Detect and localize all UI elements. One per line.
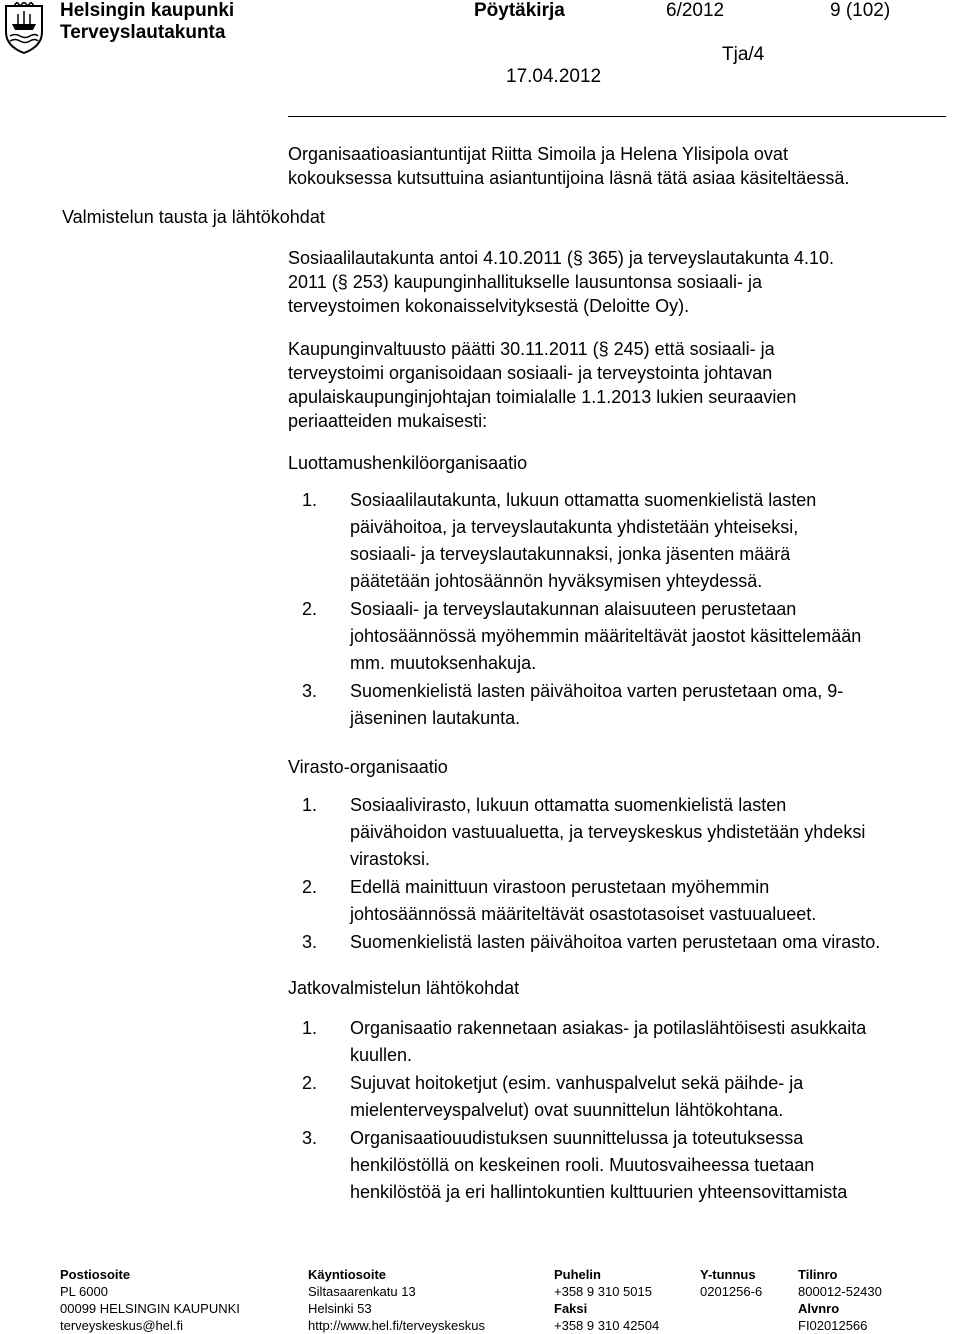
section-title-trustee-organization: Luottamushenkilöorganisaatio — [288, 453, 528, 473]
dept-name: Terveyslautakunta — [60, 22, 226, 43]
section-title-agency-organization: Virasto-organisaatio — [288, 757, 448, 777]
header-divider — [288, 116, 946, 117]
footer-account: Tilinro 800012-52430 Alvnro FI02012566 — [798, 1267, 882, 1333]
footer-business-id: Y-tunnus 0201256-6 — [700, 1267, 763, 1299]
page-number: 9 (102) — [830, 0, 891, 21]
org-name: Helsingin kaupunki — [60, 0, 235, 21]
paragraph-council-decision: Kaupunginvaltuusto päätti 30.11.2011 (§ 245) että sosiaali- ja terveystoimi organisoidaan sosiaali- ja terveystointa johtavan apulaiskaupunginjohtajan toimialalle 1.1.2013 lukien seuraavien periaatteiden mukaisesti: — [288, 339, 797, 431]
footer-phone: Puhelin +358 9 310 5015 Faksi +358 9 310 42504 — [554, 1267, 660, 1333]
intro-text: Organisaatioasiantuntijat Riitta Simoila ja Helena Ylisipola ovat kokouksessa kutsuttuina asiantuntijoina läsnä tätä asiaa käsiteltäessä. — [288, 144, 850, 188]
item-code: Tja/4 — [722, 44, 765, 65]
meeting-date: 17.04.2012 — [506, 66, 602, 87]
paragraph-statements: Sosiaalilautakunta antoi 4.10.2011 (§ 365) ja terveyslautakunta 4.10. 2011 (§ 253) kaupunginhallitukselle lausuntonsa sosiaali- ja terveystoimen kokonaisselvityksestä (Deloitte Oy). — [288, 248, 835, 316]
footer-website-link[interactable]: http://www.hel.fi/terveyskeskus — [308, 1318, 486, 1333]
doc-type: Pöytäkirja — [474, 0, 565, 21]
doc-number: 6/2012 — [666, 0, 725, 21]
helsinki-crest-icon — [2, 2, 46, 54]
side-heading: Valmistelun tausta ja lähtökohdat — [62, 207, 325, 227]
footer-postal-address: Postiosoite PL 6000 00099 HELSINGIN KAUPUNKI terveyskeskus@hel.fi — [60, 1267, 240, 1333]
footer-visiting-address: Käyntiosoite Siltasaarenkatu 13 Helsinki 53 http://www.hel.fi/terveyskeskus — [308, 1267, 486, 1333]
footer-email-link[interactable]: terveyskeskus@hel.fi — [60, 1318, 184, 1333]
section-title-further-preparation: Jatkovalmistelun lähtökohdat — [288, 978, 520, 998]
